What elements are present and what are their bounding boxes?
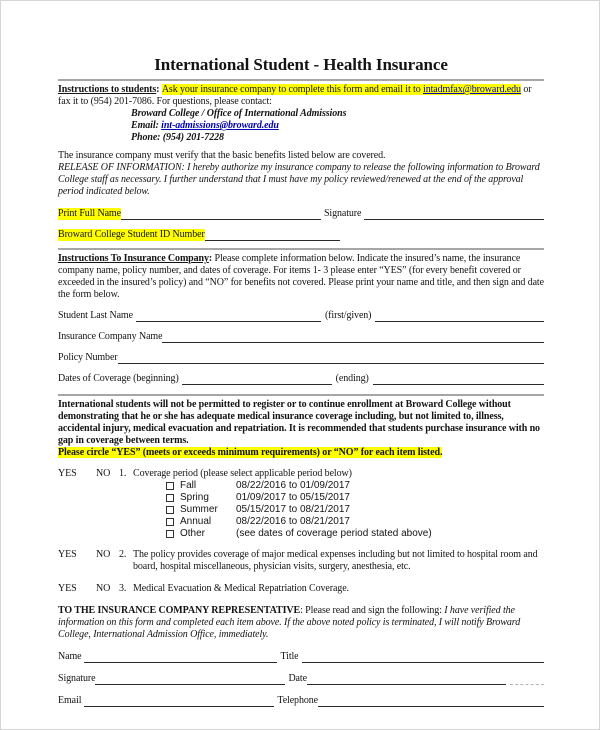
rep-telephone-line[interactable]: [318, 705, 544, 707]
instructions-students-tail: or fax it to (954) 201-7086. For questions, please contact:: [58, 84, 532, 107]
release-of-information-text: RELEASE OF INFORMATION: I hereby authorize my insurance company to release the following information to Broward College staff as necessary. I further understand that I must have my policy reviewed/renewed at the end of the approval period indicated below.: [58, 162, 540, 197]
period-label: Spring: [180, 492, 209, 503]
rep-date-label: Date: [288, 673, 307, 684]
verify-text: The insurance company must verify that the basic benefits listed below are covered.: [58, 150, 386, 161]
enrollment-notice: International students will not be permitted to register or to continue enrollment at Broward College without demonstrating that he or she has adequate medical insurance coverage including, but not limited to, illness, accidental injury, medical evacuation and repatriation. It is recommended that students purchase insurance with no gap in coverage between terms.: [58, 399, 540, 446]
yes-option-1[interactable]: YES: [58, 468, 77, 479]
period-dates: 08/22/2016 to 01/09/2017: [236, 480, 350, 491]
instructions-company-text: Please complete information below. Indicate the insured’s name, the insurance company name, policy number, and dates of coverage. For items 1- 3 please enter “YES” (for every benefit covered or exceeded in the insured’s policy) and “NO” for benefits not covered. Please print your name and title, and then sign and date the form below.: [58, 253, 544, 300]
representative-statement: I have verified the information on this form and completed each item above. If the above noted policy is terminated, I will notify Broward College, International Admission Office, immediately.: [58, 605, 521, 640]
period-label: Annual: [180, 516, 212, 527]
policy-number-label: Policy Number: [58, 352, 118, 363]
student-id-row: [58, 229, 544, 241]
rep-title-label: Title: [280, 651, 299, 662]
name-title-row: [58, 651, 544, 663]
circle-instruction: Please circle “YES” (meets or exceeds minimum requirements) or “NO” for each item listed.: [58, 447, 443, 458]
no-option-2[interactable]: NO: [96, 549, 111, 560]
contact-email-row: [131, 120, 544, 132]
last-name-label: Student Last Name: [58, 310, 133, 321]
student-id-label: Broward College Student ID Number: [58, 229, 205, 240]
contact-block: [131, 108, 544, 144]
student-name-row: [58, 310, 544, 322]
instructions-students-highlight: Ask your insurance company to complete this form and email it to: [161, 84, 424, 95]
item-1-text: Coverage period (please select applicable period below): [133, 468, 352, 479]
section-divider-1: [58, 248, 544, 250]
instructions-students-paragraph: [58, 84, 544, 108]
checkbox-icon[interactable]: [166, 494, 174, 502]
policy-number-row: [58, 352, 544, 364]
rep-name-label: Name: [58, 651, 82, 662]
print-full-name-line[interactable]: [121, 218, 321, 220]
rep-signature-label: Signature: [58, 673, 96, 684]
no-option-3[interactable]: NO: [96, 583, 111, 594]
rep-telephone-label: Telephone: [277, 695, 318, 706]
signature-line[interactable]: [364, 218, 544, 220]
period-row-spring: [166, 492, 544, 504]
item-1-row: [58, 468, 544, 480]
coverage-ending-label: (ending): [335, 373, 369, 384]
coverage-dates-row: [58, 373, 544, 385]
page-title: International Student - Health Insurance: [154, 55, 448, 74]
instructions-students-label: Instructions to students: [58, 84, 157, 95]
period-row-summer: [166, 504, 544, 516]
item-2-number: 2.: [119, 549, 127, 560]
policy-number-line[interactable]: [118, 362, 544, 364]
item-1-number: 1.: [119, 468, 127, 479]
period-row-annual: [166, 516, 544, 528]
checkbox-icon[interactable]: [166, 530, 174, 538]
period-dates: 05/15/2017 to 08/21/2017: [236, 504, 350, 515]
coverage-begin-line[interactable]: [182, 383, 332, 385]
yes-option-3[interactable]: YES: [58, 583, 77, 594]
date-line-marks: [510, 683, 544, 685]
company-name-row: [58, 331, 544, 343]
email-telephone-row: [58, 695, 544, 707]
student-id-line[interactable]: [205, 239, 340, 241]
form-content: [1, 1, 599, 707]
rep-date-line[interactable]: [307, 683, 506, 685]
item-3-row: [58, 583, 544, 595]
last-name-line[interactable]: [136, 320, 321, 322]
item-3-number: 3.: [119, 583, 127, 594]
contact-phone: Phone: (954) 201-7228: [131, 132, 224, 143]
circle-instruction-paragraph: [58, 447, 544, 459]
company-name-line[interactable]: [162, 341, 544, 343]
section-divider-2: [58, 394, 544, 396]
period-label: Fall: [180, 480, 197, 491]
contact-email-link[interactable]: int-admissions@broward.edu: [161, 120, 279, 131]
period-row-other: [166, 528, 544, 540]
fax-email-link[interactable]: intadmfax@broward.edu: [423, 84, 521, 95]
checkbox-icon[interactable]: [166, 482, 174, 490]
rep-email-label: Email: [58, 695, 82, 706]
representative-mid: : Please read and sign the following:: [300, 605, 445, 616]
period-label: Other: [180, 528, 206, 539]
no-option-1[interactable]: NO: [96, 468, 111, 479]
period-label: Summer: [180, 504, 218, 515]
period-dates: 01/09/2017 to 05/15/2017: [236, 492, 350, 503]
rep-signature-line[interactable]: [95, 683, 285, 685]
coverage-end-line[interactable]: [373, 383, 544, 385]
representative-paragraph: [58, 605, 544, 641]
signature-label: Signature: [323, 208, 362, 219]
item-2-row: [58, 549, 544, 573]
company-name-label: Insurance Company Name: [58, 331, 163, 342]
item-2-text: The policy provides coverage of major medical expenses including but not limited to hospital room and board, hospital miscellaneous, physician visits, surgery, anesthesia, etc.: [133, 549, 538, 572]
period-dates: (see dates of coverage period stated above): [236, 528, 432, 539]
instructions-company-paragraph: [58, 253, 544, 301]
period-row-fall: [166, 480, 544, 492]
first-given-label: (first/given): [324, 310, 372, 321]
coverage-beginning-label: Dates of Coverage (beginning): [58, 373, 179, 384]
contact-email-label: Email:: [131, 120, 162, 131]
checkbox-icon[interactable]: [166, 506, 174, 514]
rep-name-line[interactable]: [84, 661, 277, 663]
coverage-periods-list: [166, 480, 544, 540]
yes-option-2[interactable]: YES: [58, 549, 77, 560]
instructions-company-colon: :: [208, 253, 215, 264]
signature-date-row: [58, 673, 544, 685]
instructions-company-label: Instructions To Insurance Company: [58, 253, 209, 264]
checkbox-icon[interactable]: [166, 518, 174, 526]
print-full-name-label: Print Full Name: [58, 208, 121, 219]
item-3-text: Medical Evacuation & Medical Repatriation Coverage.: [133, 583, 349, 594]
print-name-signature-row: [58, 208, 544, 220]
representative-label: TO THE INSURANCE COMPANY REPRESENTATIVE: [58, 605, 301, 616]
rep-title-line[interactable]: [302, 661, 544, 663]
period-dates: 08/22/2016 to 08/21/2017: [236, 516, 350, 527]
instructions-students-colon: :: [156, 84, 162, 95]
title-divider: [58, 79, 544, 81]
rep-email-line[interactable]: [84, 705, 274, 707]
first-given-line[interactable]: [375, 320, 544, 322]
contact-org: Broward College / Office of International Admissions: [131, 108, 347, 119]
